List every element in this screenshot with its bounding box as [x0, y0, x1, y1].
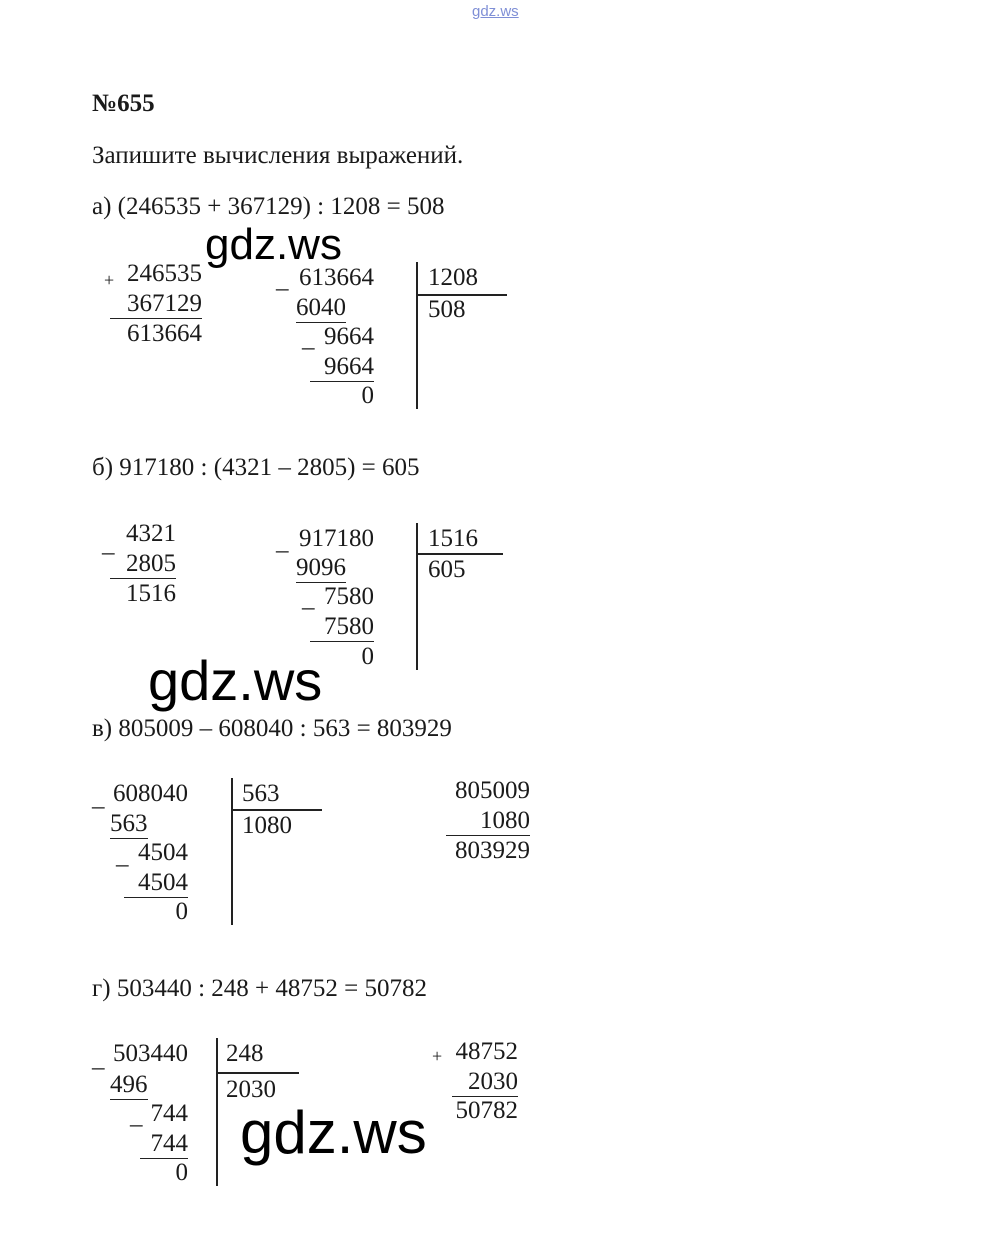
subtrahend-2-a: 9664: [310, 353, 374, 382]
divisor-b: 1516: [428, 525, 478, 552]
addend-2-a: 367129: [110, 290, 202, 319]
divisor-line-b: [417, 553, 503, 555]
divisor-c: 563: [242, 780, 280, 807]
subtrahend-c: 1080: [446, 807, 530, 836]
minus-sign-d-1: _: [92, 1045, 105, 1072]
top-watermark-link[interactable]: gdz.ws: [472, 3, 519, 20]
subtrahend-2-c: 4504: [124, 869, 188, 898]
difference-c: 803929: [455, 837, 530, 864]
minus-sign-b-2: _: [302, 585, 315, 612]
minus-sign-b-1: _: [276, 528, 289, 555]
remainder-1-c: 4504: [138, 839, 188, 866]
minuend-b: 4321: [126, 520, 176, 547]
subtrahend-1-a: 6040: [296, 294, 346, 321]
watermark-3: gdz.ws: [240, 1099, 427, 1166]
remainder-final-c: 0: [175, 898, 188, 925]
minus-sign-a-1: _: [276, 266, 289, 293]
quotient-a: 508: [428, 296, 466, 323]
dividend-a: 613664: [299, 264, 374, 291]
division-bar-c: [231, 778, 233, 925]
minus-sign-d-2: _: [130, 1102, 143, 1129]
division-bar-b: [416, 523, 418, 670]
task-text: Запишите вычисления выражений.: [92, 142, 464, 169]
subtrahend-2-b: 7580: [310, 613, 374, 642]
addend-1-a: 246535: [127, 260, 202, 287]
addend-1-d: 48752: [455, 1038, 518, 1065]
remainder-final-b: 0: [361, 643, 374, 670]
minus-sign-b-sub: _: [102, 530, 115, 557]
subtrahend-2-d: 744: [140, 1130, 188, 1159]
minus-sign-c-2: _: [116, 842, 129, 869]
watermark-2: gdz.ws: [148, 649, 323, 712]
quotient-c: 1080: [242, 812, 292, 839]
divisor-a: 1208: [428, 264, 478, 291]
expression-d: г) 503440 : 248 + 48752 = 50782: [92, 975, 427, 1002]
subtrahend-b: 2805: [110, 550, 176, 579]
dividend-d: 503440: [113, 1040, 188, 1067]
expression-c: в) 805009 – 608040 : 563 = 803929: [92, 715, 452, 742]
expression-b: б) 917180 : (4321 – 2805) = 605: [92, 454, 420, 481]
quotient-b: 605: [428, 556, 466, 583]
dividend-b: 917180: [299, 525, 374, 552]
expression-a: а) (246535 + 367129) : 1208 = 508: [92, 193, 445, 220]
minuend-c: 805009: [455, 777, 530, 804]
remainder-1-b: 7580: [324, 583, 374, 610]
subtrahend-1-c: 563: [110, 810, 148, 837]
sum-d: 50782: [455, 1097, 518, 1124]
subtrahend-1-b: 9096: [296, 554, 346, 581]
divisor-line-c: [232, 809, 322, 811]
subtrahend-1-d: 496: [110, 1071, 148, 1098]
remainder-final-d: 0: [175, 1159, 188, 1186]
minus-sign-a-2: _: [302, 325, 315, 352]
addend-2-d: 2030: [452, 1068, 518, 1097]
difference-b: 1516: [126, 580, 176, 607]
remainder-1-a: 9664: [324, 323, 374, 350]
minus-sign-c-1: _: [92, 784, 105, 811]
dividend-c: 608040: [113, 780, 188, 807]
divisor-d: 248: [226, 1040, 264, 1067]
division-bar-d: [216, 1038, 218, 1186]
divisor-line-d: [217, 1072, 299, 1074]
division-bar-a: [416, 262, 418, 409]
exercise-number: №655: [92, 90, 155, 117]
remainder-final-a: 0: [361, 382, 374, 409]
watermark-1: gdz.ws: [205, 220, 342, 269]
remainder-1-d: 744: [150, 1100, 188, 1127]
plus-sign-a: +: [104, 270, 115, 290]
quotient-d: 2030: [226, 1076, 276, 1103]
plus-sign-d: +: [432, 1046, 443, 1066]
sum-a: 613664: [127, 320, 202, 347]
